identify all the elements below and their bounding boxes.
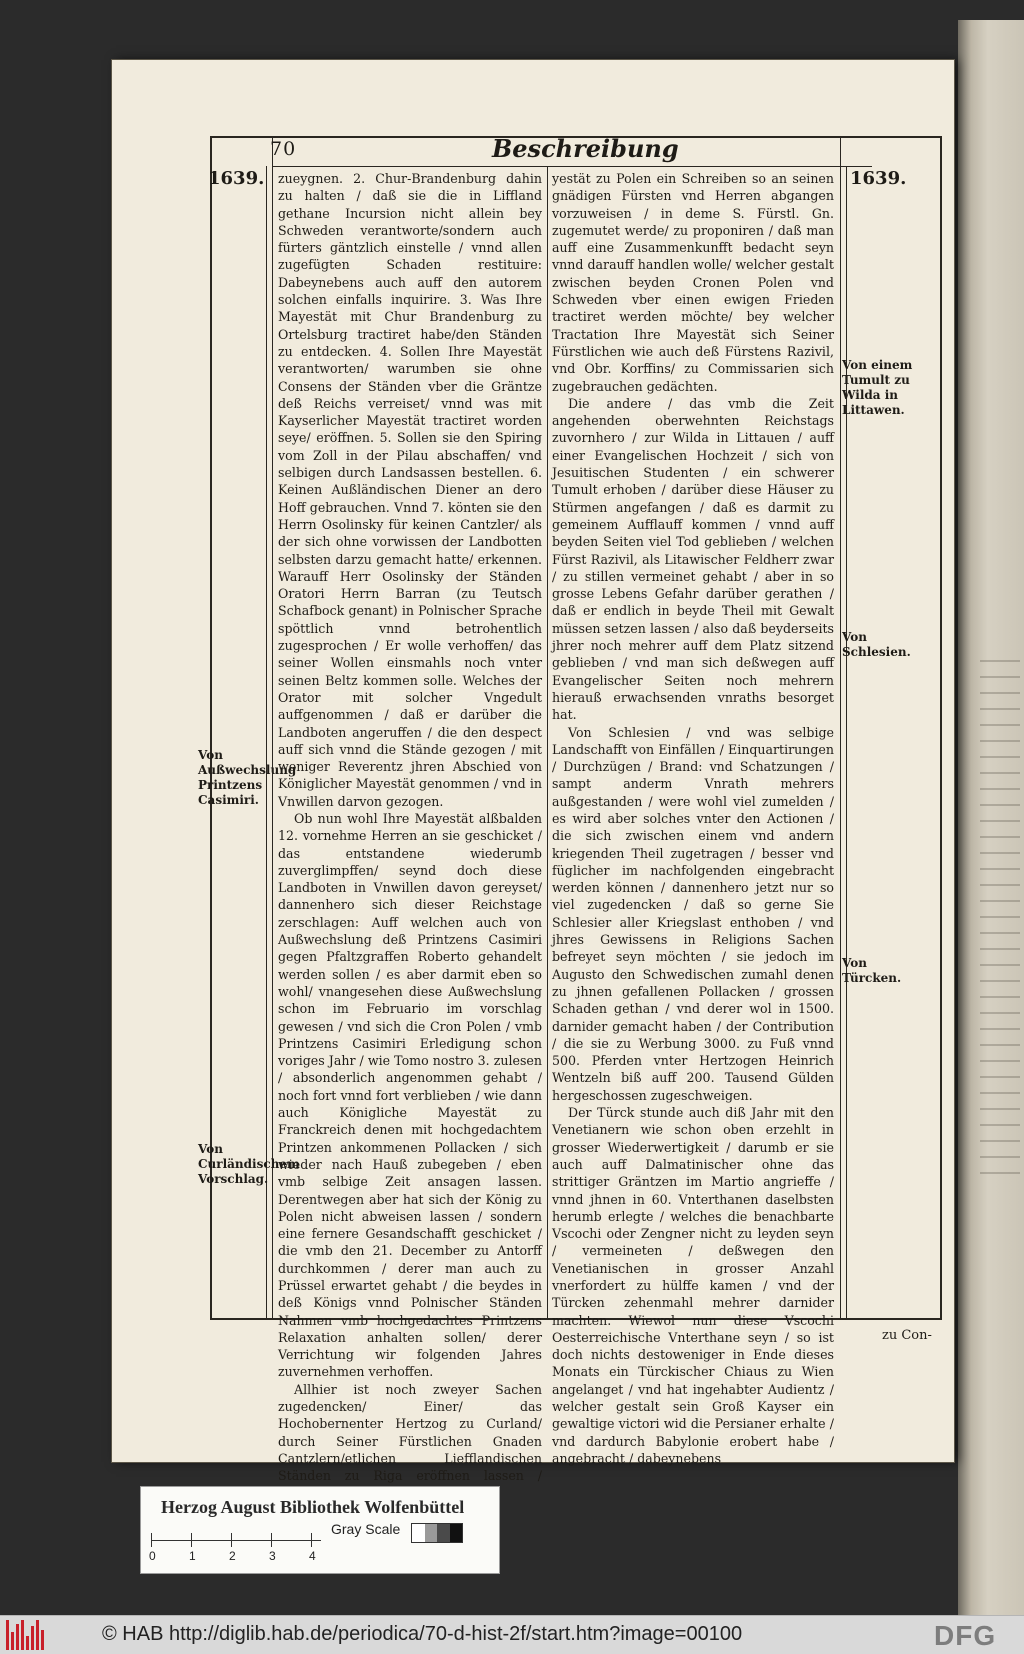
right-inner-rule bbox=[846, 166, 847, 1320]
swatch bbox=[412, 1524, 425, 1542]
margin-note-casimir: Von Außwechslung Printzens Casimiri. bbox=[198, 748, 297, 807]
swatch bbox=[425, 1524, 438, 1542]
dfg-logo: DFG bbox=[934, 1620, 997, 1651]
ruler-line bbox=[151, 1540, 321, 1541]
margin-note-schlesien: Von Schlesien. bbox=[842, 630, 911, 659]
ruler-tick bbox=[151, 1533, 152, 1547]
facing-page-edge bbox=[958, 20, 1024, 1615]
header-rule bbox=[272, 166, 872, 167]
ruler-number: 2 bbox=[229, 1549, 236, 1563]
ruler-tick bbox=[191, 1533, 192, 1547]
swatch bbox=[437, 1524, 450, 1542]
paragraph: Der Türck stunde auch diß Jahr mit den Venetianern wie schon oben erzehlt in grosser Wiederwertigkeit / darumb er sie auch auff Dalmatinischer ohne das strittiger Gräntzen im Martio angrieffe / vnnd jhnen in 60. Vnterthanen daselbsten herumb erlegte / welches die benachbarte Vscochi oder Zengner nicht zu leyden seyn / vermeineten / deßwegen den Venetianischen in grosser Anzahl vnerfordert zu hülffe kamen / vnd der Türcken zehenmahl mehrer darnider machten. Wiewol nun diese Vscochi Oesterreichische Vnterthane seyn / so ist doch nichts destoweniger in Ende dieses Monats ein Türckischer Chiaus zu Wien angelanget / vnd hat ingehabter Audientz / welcher gestalt sein Groß Kayser ein gewaltige victori wid die Persianer erhalte / vnd dardurch Babylonie erobert habe / angebracht / dabeynebens bbox=[552, 1105, 834, 1466]
library-name: Herzog August Bibliothek Wolfenbüttel bbox=[161, 1497, 465, 1517]
ruler-tick bbox=[311, 1533, 312, 1547]
year-right: 1639. bbox=[850, 168, 907, 189]
ruler-number: 4 bbox=[309, 1549, 316, 1563]
paragraph: Allhier ist noch zweyer Sachen zugedencken/ Einer/ das Hochobernenter Hertzog zu Curland/ durch Seiner Fürstlichen Gnaden Cantzlern/etlichen Liefflandischen Ständen zu Riga eröffnen lassen / bbox=[278, 1381, 542, 1484]
book-page bbox=[112, 60, 954, 1484]
left-inner-rule bbox=[266, 166, 267, 1320]
swatch bbox=[450, 1524, 463, 1542]
paragraph: Ob nun wohl Ihre Mayestät alßbalden 12. vornehme Herren an sie geschicket / das entstandene wiederumb zuverglimpffen/ seynd doch diese Landboten in Vnwillen davon gereyset/ dannenhero sich dieser Reichstage zerschlagen: Auff welchen auch von Außwechslung deß Printzens Casimiri gegen Pfaltzgraffen Roberto gehandelt werden sollen / es aber darmit eben so wohl/ vnangesehen diese Außwechslung schon im Februario im vorschlag gewesen / vnd sich die Cron Polen / vmb Printzens Casimiri Erledigung schon voriges Jahr / wie Tomo nostro 3. zulesen / absonderlich angenommen gehabt / noch fort vnnd fort verblieben / wie dann auch Königliche Mayestät zu Franckreich denen mit hochgedachtem Printzen ankommenen Pollacken / sich wieder nach Hauß zubegeben / eben vmb selbige Zeit ansagen lassen. Derentwegen aber hat sich der König zu Polen nicht abweisen lassen / sondern eine fernere Gesandschafft geschicket / die vmb den 21. December zu Antorff durchkommen / derer man auch zu Prüssel erwartet gehabt / die beydes in deß Königs vnnd Polnischer Ständen Nahmen vmb hochgedachtes Printzens Relaxation anhalten sollen/ derer Verrichtung wir folgenden Jahres zuvernehmen verhoffen. bbox=[278, 810, 542, 1380]
margin-note-tumult: Von einem Tumult zu Wilda in Littawen. bbox=[842, 358, 913, 417]
column-divider bbox=[547, 166, 548, 1320]
paragraph: yestät zu Polen ein Schreiben so an seinen gnädigen Fürsten vnd Herren abgangen vorzuweisen / in deme S. Fürstl. Gn. zugemutet werde/ zu proponiren / daß man auff eine Zusammenkunfft bedacht seyn vnnd darauff handlen wolle/ welcher gestalt zwischen beyden Cronen Polen vnd Schweden vber einen ewigen Frieden tractiret werden möchte/ bey welcher Tractation Ihre Mayestät sich Seiner Fürstlichen wie auch deß Fürstens Razivil, vnd Obr. Korffins/ zu Commissarien sich zugebrauchen gedächten. bbox=[552, 171, 834, 394]
paragraph: Von Schlesien / vnd was selbige Landschafft von Einfällen / Einquartirungen / Durchzügen / Brand: vnd Schatzungen / sampt anderm Vnrath mehrers außgestanden / were wohl viel zumelden / es wird aber solches vnter den Actionen / die sich zwischen einem vnd andern kriegenden Theil zugetragen / besser vnd füglicher im nachfolgenden eingebracht werden können / dannenhero jetzt nur so viel zugedencken / daß so gerne Sie Schlesier aller Kriegslast enthoben / vnd jhres Gewissens in Religions Sachen befreyet seyn möchten / sie jedoch im Augusto den Schwedischen zumahl denen zu jhnen gefallenen Pollacken / grossen Schaden gethan / vnd derer wol in 1500. darnider gemacht haben / der Contribution / die sie zu Werbung 3000. zu Fuß vnnd 500. Pferden vnter Hertzogen Heinrich Wentzeln biß auff 200. Tausend Gülden hergeschossen zugeschweigen. bbox=[552, 724, 834, 1103]
ruler-number: 1 bbox=[189, 1549, 196, 1563]
gray-scale-swatches bbox=[411, 1523, 463, 1543]
ruler-number: 0 bbox=[149, 1549, 156, 1563]
gray-scale-label: Gray Scale bbox=[331, 1521, 401, 1537]
footer-bar bbox=[0, 1615, 1024, 1654]
paragraph: Die andere / das vmb die Zeit angehenden oberwehnten Reichstags zuvornhero / zur Wilda in Littauen / auff einer Evangelischen Hochzeit / sich von Jesuitischen Studenten / ein schwerer Tumult erhoben / darüber diese Häuser zu Stürmen angefangen / daß es darmit zu gemeinem Aufflauff kommen / vnnd auff beyden Seiten viel Tod geblieben / welchen Fürst Razivil, als Litawischer Feldherr zwar / zu stillen vermeinet gehabt / aber in so grosse Lebens Gefahr darüber gerathen / daß er endlich in beyde Theil mit Gewalt müssen setzen lassen / also daß beyderseits jhrer noch mehrer auff dem Platz sitzend geblieben / vnd man sich deßwegen auff Evangelischer Seiten noch mehrern hierauß erwachsenden vnraths besorget hat. bbox=[552, 395, 834, 723]
paragraph: zueygnen. 2. Chur-Brandenburg dahin zu halten / daß sie die in Liffland gethane Incursion nicht allein bey Schweden verantworte/sondern auch fürters gäntzlich einstelle / vnnd allen zugefügten Schaden restituire: Dabeynebens auch auff den autorem solchen einfalls inquirire. 3. Was Ihre Mayestät mit Chur Brandenburg zu Ortelsburg tractiret habe/den Ständen zu entdecken. 4. Sollen Ihre Mayestät verantworten/ warumben sie ohne Consens der Ständen vber die Gräntze deß Reichs verreiset/ vnnd was mit Kayserlicher Mayestät tractiret worden seye/ eröffnen. 5. Sollen sie den Spiring vom Zoll in der Pilau abschaffen/ vnd selbigen durch Landsassen bestellen. 6. Keinen Außländischen Diener an dero Hoff gebrauchen. Vnnd 7. könten sie den Herrn Osolinsky für keinen Cantzler/ als der sich ohne vorwissen der Landbotten selbsten darzu gemacht hatte/ erkennen. Warauff Herr Osolinsky der Ständen Oratori Herrn Barran (zu Teutsch Schafbock genant) in Polnischer Sprache spöttlich vnnd betrohentlich zugesprochen / Er wolle verhoffen/ das seiner Wollen einsmahls noch vnter seinen Beltz kommen solle. Welches der Orator mit solcher Vngedult auffgenommen / daß er darüber die Landboten angeruffen / die den despect auff sich vnnd die Stände gezogen / mit weniger Reverentz jhren Abschied von Königlicher Mayestät genommen / vnd in Vnwillen darvon gezogen. bbox=[278, 171, 542, 809]
ruler-number: 3 bbox=[269, 1549, 276, 1563]
left-margin-rule bbox=[272, 136, 273, 1320]
year-left: 1639. bbox=[208, 168, 265, 189]
margin-note-tuercken: Von Türcken. bbox=[842, 956, 902, 985]
ruler-tick bbox=[231, 1533, 232, 1547]
right-text-column bbox=[552, 170, 834, 1467]
left-text-column bbox=[278, 170, 542, 1502]
page-number: 70 bbox=[270, 138, 297, 160]
footer-url[interactable]: © HAB http://diglib.hab.de/periodica/70-d-hist-2f/start.htm?image=00100 bbox=[102, 1623, 743, 1645]
ruler-tick bbox=[271, 1533, 272, 1547]
catchword: zu Con- bbox=[882, 1328, 932, 1343]
scale-ruler bbox=[151, 1533, 331, 1547]
running-head: Beschreibung bbox=[492, 134, 679, 163]
margin-note-curland: Von Curländischem Vorschlag. bbox=[198, 1142, 300, 1186]
library-color-chart bbox=[140, 1486, 500, 1574]
right-margin-rule bbox=[840, 136, 841, 1320]
hab-logo-icon bbox=[6, 1620, 46, 1650]
